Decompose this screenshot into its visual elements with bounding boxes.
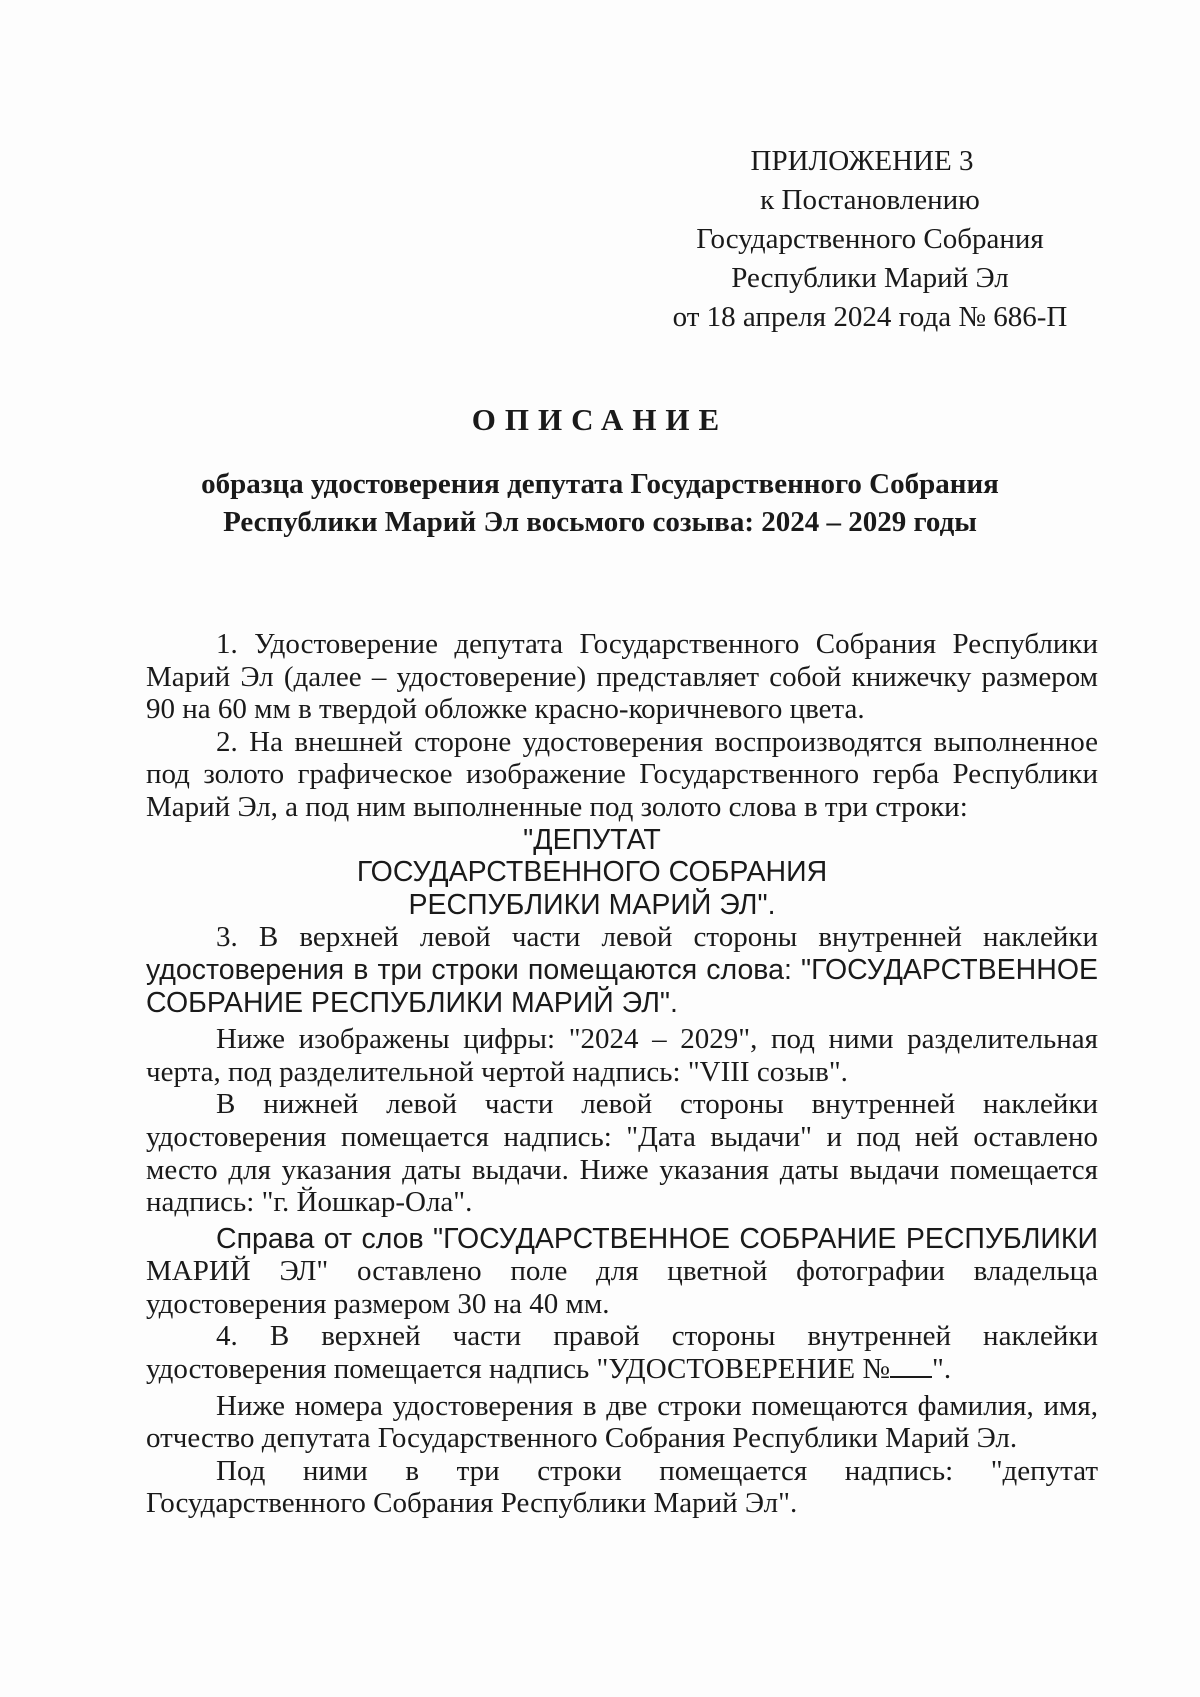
text-fragment: ". (932, 1353, 952, 1386)
paragraph-9 (146, 1455, 1098, 1520)
text-line: МАРИЙ ЭЛ" оставлено поле для цветной фотографии владельца (146, 1255, 1098, 1288)
subtitle-line: Республики Марий Эл восьмого созыва: 2024 – 2029 годы (223, 506, 977, 538)
text-line: Государственного Собрания Республики Марий Эл". (146, 1487, 798, 1520)
text-line: СОБРАНИЕ РЕСПУБЛИКИ МАРИЙ ЭЛ". (146, 986, 678, 1019)
text-line: Под ними в три строки помещается надпись: "депутат (216, 1454, 1098, 1487)
paragraph-4 (146, 1023, 1098, 1088)
text-line: 90 на 60 мм в твердой обложке красно-коричневого цвета. (146, 693, 865, 726)
paragraph-3 (146, 921, 1098, 1019)
text-line: удостоверения помещается надпись: "Дата выдачи" и под ней оставлено (146, 1120, 1098, 1153)
text-line: удостоверения размером 30 на 40 мм. (146, 1287, 610, 1320)
text-line: 2. На внешней стороне удостоверения воспроизводятся выполненное (216, 725, 1098, 758)
inscription-line: РЕСПУБЛИКИ МАРИЙ ЭЛ". (408, 888, 776, 921)
text-line: отчество депутата Государственного Собрания Республики Марий Эл. (146, 1422, 1018, 1455)
subtitle-line: образца удостоверения депутата Государственного Собрания (201, 468, 999, 500)
text-line: Ниже изображены цифры: "2024 – 2029", под ними разделительная (216, 1023, 1098, 1056)
paragraph-1 (146, 628, 1098, 726)
cover-inscription (86, 824, 1098, 922)
text-line: черта, под разделительной чертой надпись: "VIII созыв". (146, 1055, 848, 1088)
text-line: В нижней левой части левой стороны внутренней наклейки (216, 1088, 1098, 1121)
text-line: место для указания даты выдачи. Ниже указания даты выдачи помещается (146, 1153, 1098, 1186)
appendix-line: к Постановлению (760, 184, 980, 216)
paragraph-6 (146, 1223, 1098, 1321)
appendix-line: Государственного Собрания (696, 223, 1044, 255)
paragraph-5 (146, 1088, 1098, 1218)
text-fragment: удостоверения помещается надпись "УДОСТОВЕРЕНИЕ № (146, 1353, 891, 1386)
text-line: под золото графическое изображение Государственного герба Республики (146, 758, 1098, 791)
number-blank-line (890, 1354, 932, 1378)
text-line: надпись: "г. Йошкар-Ола". (146, 1186, 473, 1219)
text-line (146, 1353, 1098, 1386)
text-line: 3. В верхней левой части левой стороны внутренней наклейки (216, 921, 1098, 954)
document-body (146, 628, 1098, 1520)
paragraph-7 (146, 1320, 1098, 1385)
document-title: ОПИСАНИЕ (471, 402, 729, 437)
text-line: удостоверения в три строки помещаются слова: "ГОСУДАРСТВЕННОЕ (146, 953, 1098, 986)
appendix-title: ПРИЛОЖЕНИЕ 3 (750, 145, 974, 177)
text-line: Марий Эл (далее – удостоверение) представляет собой книжечку размером (146, 660, 1098, 693)
paragraph-8 (146, 1390, 1098, 1455)
paragraph-2 (146, 726, 1098, 824)
inscription-line: "ДЕПУТАТ (523, 823, 661, 856)
text-line: Ниже номера удостоверения в две строки помещаются фамилия, имя, (216, 1389, 1098, 1422)
text-line: 1. Удостоверение депутата Государственного Собрания Республики (216, 628, 1098, 660)
inscription-line: ГОСУДАРСТВЕННОГО СОБРАНИЯ (356, 856, 828, 889)
appendix-date-line: от 18 апреля 2024 года № 686-П (672, 301, 1068, 333)
text-line: 4. В верхней части правой стороны внутренней наклейки (216, 1320, 1098, 1353)
document-subtitle (150, 465, 1050, 541)
appendix-line: Республики Марий Эл (731, 262, 1009, 294)
text-line: Справа от слов "ГОСУДАРСТВЕННОЕ СОБРАНИЕ РЕСПУБЛИКИ (216, 1222, 1098, 1255)
text-line: Марий Эл, а под ним выполненные под золото слова в три строки: (146, 790, 968, 823)
appendix-header (660, 142, 1080, 337)
